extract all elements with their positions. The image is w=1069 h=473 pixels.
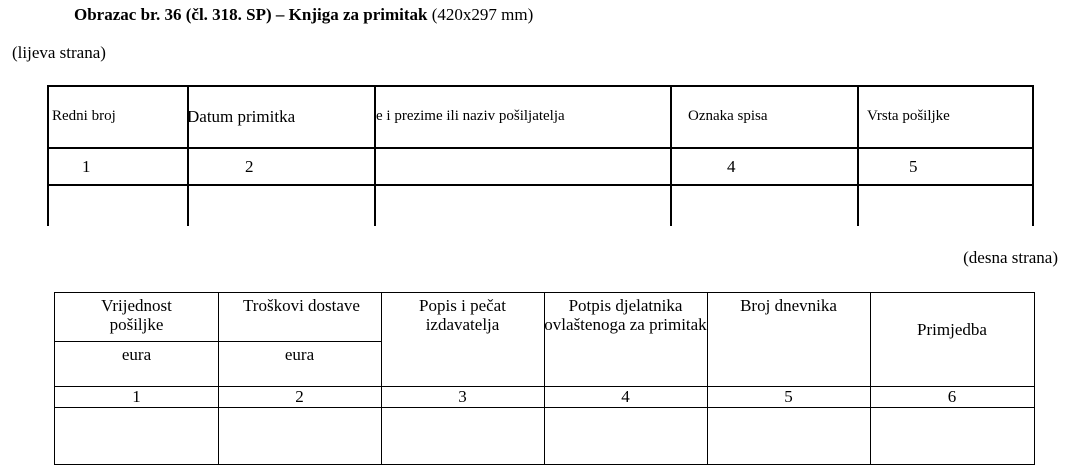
column-number: 4 xyxy=(621,387,630,406)
header-vrijednost-posiljke: Vrijednost pošiljke xyxy=(101,296,172,334)
table-rule xyxy=(857,85,859,226)
header-troskovi-dostave: Troškovi dostave xyxy=(243,296,360,315)
column-number: 6 xyxy=(947,387,957,406)
column-number: 1 xyxy=(82,156,91,176)
column-number: 5 xyxy=(784,387,793,406)
header-broj-dnevnika: Broj dnevnika xyxy=(740,296,837,315)
column-number: 2 xyxy=(295,387,304,406)
form-title-size: (420x297 mm) xyxy=(427,5,534,24)
column-number: 3 xyxy=(458,387,467,406)
table-rule xyxy=(218,293,219,464)
column-number: 4 xyxy=(727,156,736,176)
table-rule xyxy=(47,85,49,226)
header-oznaka-spisa: Oznaka spisa xyxy=(688,108,768,124)
right-side-table xyxy=(54,292,1035,465)
table-rule xyxy=(55,341,381,342)
table-rule xyxy=(1032,85,1034,226)
form-title-bold: Obrazac br. 36 (čl. 318. SP) – Knjiga za primitak xyxy=(74,5,428,24)
table-rule xyxy=(47,184,1034,186)
table-rule xyxy=(870,293,871,464)
header-vrsta-posiljke: Vrsta pošiljke xyxy=(867,108,950,124)
left-side-label: (lijeva strana) xyxy=(12,43,106,62)
header-posiljatelj: e i prezime ili naziv pošiljatelja xyxy=(376,108,565,124)
header-redni-broj: Redni broj xyxy=(52,108,116,124)
form-title xyxy=(74,5,533,25)
header-potpis-djelatnika: Potpis djelatnika ovlaštenoga za primitak xyxy=(544,296,707,334)
column-number: 2 xyxy=(245,156,254,176)
table-rule xyxy=(55,407,1034,408)
table-rule xyxy=(670,85,672,226)
header-primjedba: Primjedba xyxy=(917,320,987,339)
left-side-table xyxy=(47,85,1034,226)
table-rule xyxy=(381,293,382,464)
column-number: 5 xyxy=(909,156,918,176)
header-popis-pecat: Popis i pečat izdavatelja xyxy=(419,296,506,334)
right-side-label: (desna strana) xyxy=(963,248,1058,267)
header-vrijednost-unit: eura xyxy=(121,345,152,364)
table-rule xyxy=(707,293,708,464)
header-datum-primitka: Datum primitka xyxy=(187,106,296,126)
header-troskovi-unit: eura xyxy=(284,345,315,364)
column-number: 1 xyxy=(132,387,141,406)
